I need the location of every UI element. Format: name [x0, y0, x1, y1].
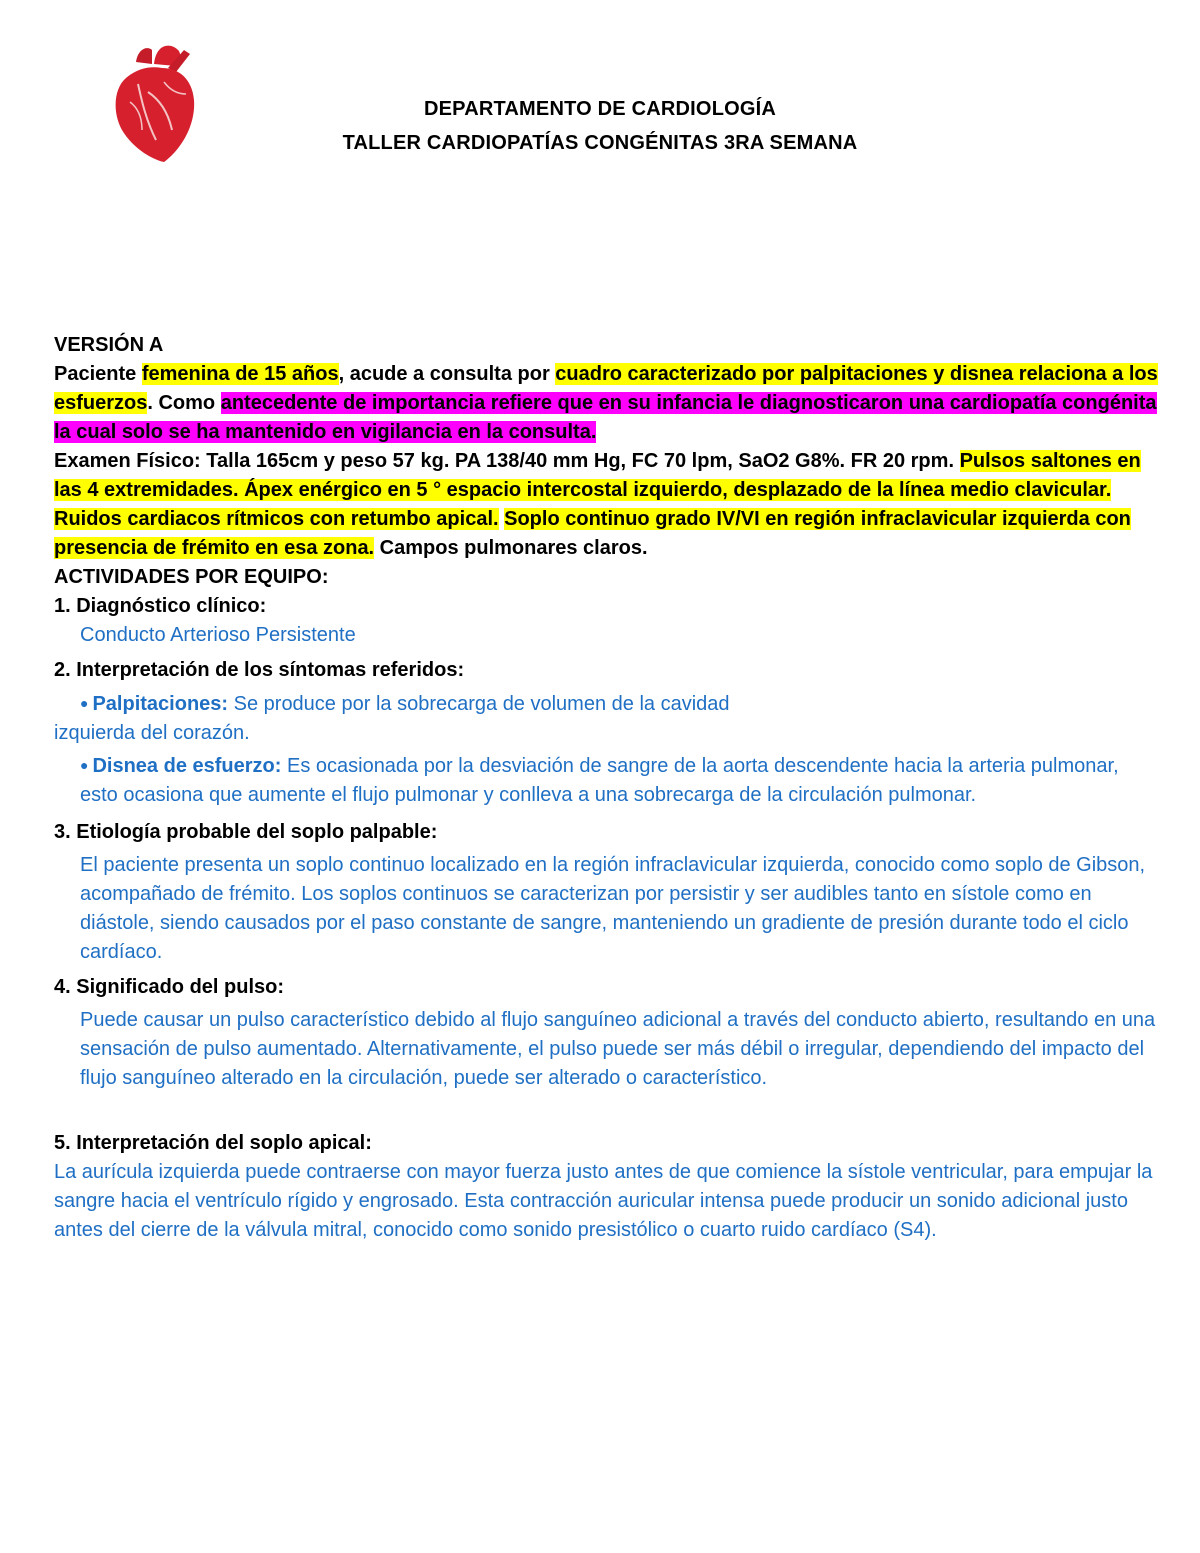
bullet-disnea	[54, 751, 1164, 810]
highlight-murmur: Soplo continuo grado IV/VI en región infraclavicular izquierda con presencia de frémito en esa zona.	[54, 508, 1131, 559]
version-label: VERSIÓN A	[54, 334, 164, 356]
department-title: DEPARTAMENTO DE CARDIOLOGÍA	[423, 98, 777, 120]
question-5-label: 5. Interpretación del soplo apical:	[54, 1132, 372, 1154]
bullet-palpitaciones-cont: izquierda del corazón.	[54, 722, 250, 744]
physical-exam	[54, 447, 1164, 563]
question-1-answer: Conducto Arterioso Persistente	[80, 624, 356, 646]
highlight-symptoms: cuadro caracterizado por palpitaciones y disnea relaciona a los esfuerzos	[54, 363, 1158, 414]
highlight-antecedent: antecedente de importancia refiere que en su infancia le diagnosticaron una cardiopatía congénita la cual solo se ha mantenido en vigilancia en la consulta.	[54, 392, 1157, 443]
bullet-text: Es ocasionada por la desviación de sangre de la aorta descendente hacia la arteria pulmonar, esto ocasiona que aumente el flujo pulmonar y conlleva a una sobrecarga de la circulación pulmonar.	[80, 755, 1119, 806]
bullet-title: Palpitaciones:	[92, 693, 229, 715]
bullet-title: Disnea de esfuerzo:	[92, 755, 282, 777]
question-4-answer: Puede causar un pulso característico debido al flujo sanguíneo adicional a través del conducto abierto, resultando en una sensación de pulso aumentado. Alternativamente, el pulso puede ser más débil o irregular, dependiendo del impacto del flujo sanguíneo alterado en la circulación, puede ser alterado o característico.	[80, 1009, 1156, 1089]
question-1-label: 1. Diagnóstico clínico:	[54, 595, 267, 617]
exam-vitals: Examen Físico: Talla 165cm y peso 57 kg. PA 138/40 mm Hg, FC 70 lpm, SaO2 G8%. FR 20 rpm	[54, 450, 949, 472]
case-text: .	[948, 450, 960, 472]
highlight-sex-age: femenina de 15 años	[141, 363, 339, 385]
question-2-label: 2. Interpretación de los síntomas referidos:	[54, 659, 465, 681]
question-4-label: 4. Significado del pulso:	[54, 976, 285, 998]
activities-heading: ACTIVIDADES POR EQUIPO:	[54, 566, 329, 588]
question-5-answer: La aurícula izquierda puede contraerse con mayor fuerza justo antes de que comience la sístole ventricular, para empujar la sangre hacia el ventrículo rígido y engrosado. Esta contracción auricular intensa puede producir un sonido adicional justo antes del cierre de la válvula mitral, conocido como sonido presistólico o cuarto ruido cardíaco (S4).	[54, 1161, 1153, 1241]
bullet-palpitaciones	[54, 689, 1164, 719]
bullet-text: Se produce por la sobrecarga de volumen de la cavidad	[228, 693, 730, 715]
question-3-answer: El paciente presenta un soplo continuo localizado en la región infraclavicular izquierda, conocido como soplo de Gibson, acompañado de frémito. Los soplos continuos se caracterizan por persistir y ser audibles tanto en sístole como en diástole, siendo causados por el paso constante de sangre, manteniendo un gradiente de presión durante todo el ciclo cardíaco.	[80, 854, 1146, 963]
document-body	[54, 331, 1164, 1245]
bullet-icon: ●	[80, 695, 89, 711]
case-history	[54, 360, 1164, 447]
case-text: , acude a consulta por	[338, 363, 556, 385]
case-text: . Como	[147, 392, 221, 414]
workshop-title: TALLER CARDIOPATÍAS CONGÉNITAS 3RA SEMANA	[342, 132, 858, 154]
question-3-label: 3. Etiología probable del soplo palpable:	[54, 821, 438, 843]
bullet-icon: ●	[80, 757, 89, 773]
case-text: Campos pulmonares claros.	[374, 537, 648, 559]
highlight-exam-findings: Pulsos saltones en las 4 extremidades. Ápex enérgico en 5 ° espacio intercostal izquierdo, desplazado de la línea medio clavicular. Ruidos cardiacos rítmicos con retumbo apical.	[54, 450, 1141, 530]
case-text: Paciente	[54, 363, 142, 385]
